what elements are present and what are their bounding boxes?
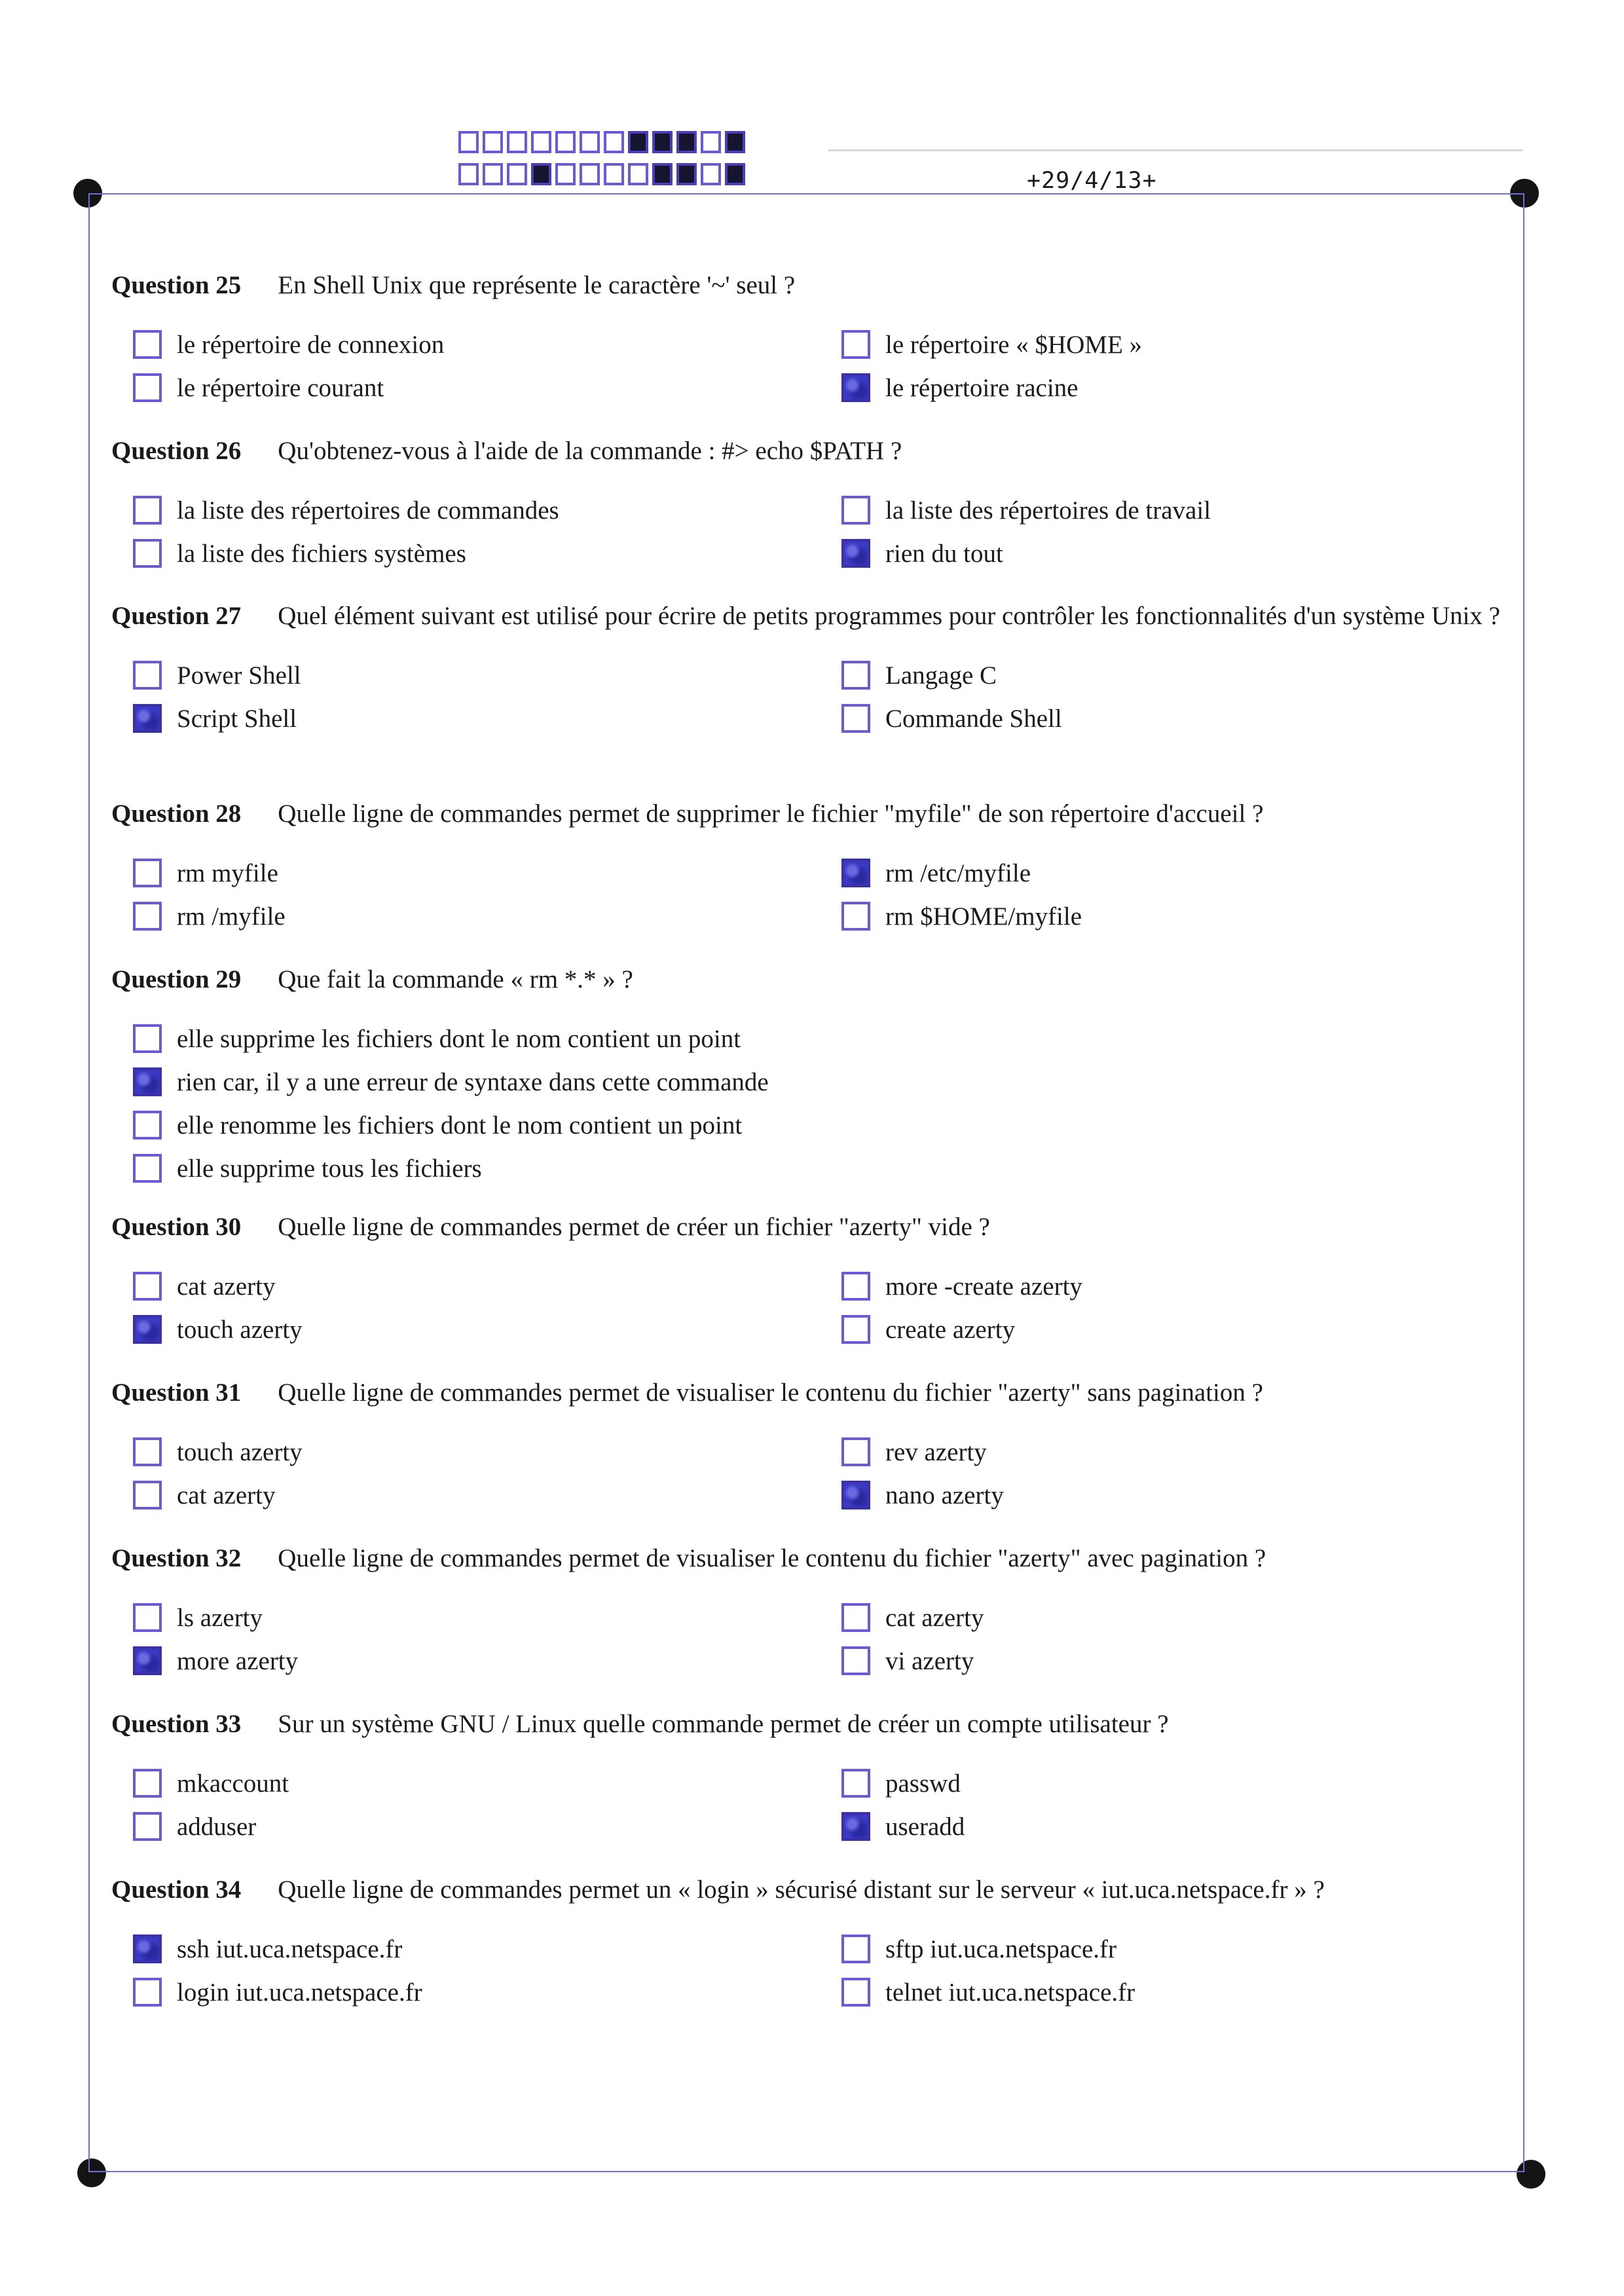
answer-list: [133, 1434, 1503, 1513]
code-cell: [701, 131, 721, 153]
answer-option[interactable]: [841, 1642, 1496, 1679]
code-cell: [483, 131, 503, 153]
answer-text: sftp iut.uca.netspace.fr: [885, 1935, 1117, 1963]
answer-text: mkaccount: [177, 1769, 289, 1798]
code-cell: [555, 131, 576, 153]
code-cell: [507, 131, 527, 153]
answer-option[interactable]: [133, 855, 841, 891]
answer-option[interactable]: [841, 1808, 1496, 1845]
answer-option[interactable]: [133, 1107, 1181, 1143]
checkbox-checked[interactable]: [133, 1646, 162, 1675]
answer-text: cat azerty: [885, 1603, 984, 1632]
question-label: Question 32: [111, 1544, 242, 1572]
answer-option[interactable]: [841, 657, 1496, 694]
question-line: [111, 1873, 1503, 1907]
page-id: +29/4/13+: [1027, 168, 1157, 194]
question-label: Question 27: [111, 602, 242, 630]
answer-option[interactable]: [841, 1268, 1496, 1305]
answer-option[interactable]: [133, 326, 841, 363]
checkbox[interactable]: [841, 902, 870, 931]
question-text: Quelle ligne de commandes permet de visualiser le contenu du fichier "azerty" avec pagination ?: [278, 1544, 1266, 1572]
answer-option[interactable]: [841, 1974, 1496, 2010]
answer-option[interactable]: [133, 700, 841, 737]
answer-text: rien car, il y a une erreur de syntaxe dans cette commande: [177, 1067, 769, 1096]
question-label: Question 31: [111, 1379, 242, 1407]
code-cell: [604, 163, 624, 185]
question-text: Quelle ligne de commandes permet un « login » sécurisé distant sur le serveur « iut.uca.netspace.fr » ?: [278, 1876, 1325, 1904]
answer-text: cat azerty: [177, 1481, 276, 1509]
answer-text: Commande Shell: [885, 704, 1062, 733]
answer-option[interactable]: [841, 1311, 1496, 1348]
answer-list: [133, 1020, 1503, 1187]
question-text: Quel élément suivant est utilisé pour écrire de petits programmes pour contrôler les fonctionnalités d'un système Unix ?: [278, 602, 1500, 630]
checkbox[interactable]: [133, 1603, 162, 1632]
checkbox[interactable]: [133, 1154, 162, 1183]
checkbox-checked[interactable]: [133, 1067, 162, 1096]
checkbox-checked[interactable]: [841, 859, 870, 887]
answer-list: [133, 1599, 1503, 1679]
question-line: [111, 797, 1503, 831]
answer-text: rm $HOME/myfile: [885, 902, 1082, 931]
code-cell: [507, 163, 527, 185]
answer-text: le répertoire courant: [177, 373, 384, 402]
checkbox[interactable]: [841, 1769, 870, 1798]
code-cell: [725, 163, 745, 185]
checkbox[interactable]: [133, 496, 162, 525]
question-label: Question 29: [111, 965, 242, 993]
answer-text: ls azerty: [177, 1603, 263, 1632]
answer-option[interactable]: [841, 535, 1496, 572]
checkbox[interactable]: [133, 1812, 162, 1841]
question-label: Question 28: [111, 800, 242, 828]
code-cell: [604, 131, 624, 153]
answer-option[interactable]: [841, 700, 1496, 737]
binary-code-row: [458, 163, 749, 185]
answer-text: cat azerty: [177, 1272, 276, 1301]
code-cell: [676, 163, 697, 185]
answer-option[interactable]: [133, 535, 841, 572]
answer-text: touch azerty: [177, 1437, 303, 1466]
question-line: [111, 434, 1503, 468]
answer-list: [133, 326, 1503, 406]
question-line: [111, 599, 1503, 633]
answer-option[interactable]: [133, 1020, 1181, 1057]
checkbox[interactable]: [841, 1603, 870, 1632]
question-block: [111, 1873, 1503, 2010]
code-cell: [531, 163, 551, 185]
answer-text: rev azerty: [885, 1437, 987, 1466]
answer-text: more -create azerty: [885, 1272, 1082, 1301]
question-line: [111, 1376, 1503, 1410]
question-line: [111, 1707, 1503, 1741]
answer-list: [133, 855, 1503, 935]
question-text: Quelle ligne de commandes permet de créer un fichier "azerty" vide ?: [278, 1213, 990, 1241]
answer-option[interactable]: [841, 1765, 1496, 1802]
answer-option[interactable]: [841, 855, 1496, 891]
answer-option[interactable]: [133, 1642, 841, 1679]
answer-text: Power Shell: [177, 661, 301, 690]
answer-option[interactable]: [133, 369, 841, 406]
question-label: Question 26: [111, 437, 242, 465]
answer-option[interactable]: [841, 1477, 1496, 1513]
answer-option[interactable]: [133, 1599, 841, 1636]
answer-text: login iut.uca.netspace.fr: [177, 1978, 422, 2007]
checkbox-checked[interactable]: [133, 1315, 162, 1344]
answer-text: ssh iut.uca.netspace.fr: [177, 1935, 403, 1963]
code-cell: [580, 163, 600, 185]
answer-text: nano azerty: [885, 1481, 1004, 1509]
answer-text: rm myfile: [177, 859, 278, 887]
answer-text: elle renomme les fichiers dont le nom contient un point: [177, 1111, 743, 1139]
code-cell: [652, 131, 673, 153]
question-label: Question 30: [111, 1213, 242, 1241]
code-cell: [628, 131, 648, 153]
answer-option[interactable]: [133, 1477, 841, 1513]
answer-text: le répertoire de connexion: [177, 330, 445, 359]
checkbox[interactable]: [841, 1315, 870, 1344]
code-cell: [580, 131, 600, 153]
question-block: [111, 268, 1503, 406]
question-text: En Shell Unix que représente le caractère '~' seul ?: [278, 271, 796, 299]
answer-option[interactable]: [133, 1765, 841, 1802]
code-cell: [676, 131, 697, 153]
checkbox[interactable]: [133, 1437, 162, 1466]
answer-option[interactable]: [133, 1931, 841, 1967]
checkbox[interactable]: [133, 859, 162, 887]
answer-option[interactable]: [133, 657, 841, 694]
answer-text: le répertoire « $HOME »: [885, 330, 1143, 359]
answer-option[interactable]: [133, 1268, 841, 1305]
question-text: Sur un système GNU / Linux quelle commande permet de créer un compte utilisateur ?: [278, 1710, 1169, 1738]
code-cell: [628, 163, 648, 185]
answer-text: passwd: [885, 1769, 961, 1798]
answer-list: [133, 492, 1503, 572]
answer-text: rm /etc/myfile: [885, 859, 1031, 887]
answer-option[interactable]: [841, 1931, 1496, 1967]
question-text: Qu'obtenez-vous à l'aide de la commande : #> echo $PATH ?: [278, 437, 902, 465]
answer-option[interactable]: [841, 898, 1496, 935]
checkbox-checked[interactable]: [841, 373, 870, 402]
answer-text: telnet iut.uca.netspace.fr: [885, 1978, 1135, 2007]
question-block: [111, 1376, 1503, 1513]
question-block: [111, 1707, 1503, 1845]
question-block: [111, 963, 1503, 1187]
answer-list: [133, 1765, 1503, 1845]
question-label: Question 25: [111, 271, 242, 299]
code-cell: [555, 163, 576, 185]
answer-text: elle supprime tous les fichiers: [177, 1154, 482, 1183]
code-cell: [652, 163, 673, 185]
question-block: [111, 599, 1503, 737]
answer-option[interactable]: [133, 1311, 841, 1348]
answer-option[interactable]: [133, 492, 841, 528]
answer-text: Langage C: [885, 661, 997, 690]
question-text: Quelle ligne de commandes permet de supprimer le fichier "myfile" de son répertoire d'accueil ?: [278, 800, 1264, 828]
checkbox[interactable]: [133, 1978, 162, 2007]
answer-option[interactable]: [841, 492, 1496, 528]
answer-option[interactable]: [841, 1599, 1496, 1636]
checkbox[interactable]: [133, 1769, 162, 1798]
checkbox[interactable]: [133, 902, 162, 931]
checkbox[interactable]: [133, 1481, 162, 1509]
question-text: Quelle ligne de commandes permet de visualiser le contenu du fichier "azerty" sans pagination ?: [278, 1379, 1263, 1407]
answer-list: [133, 1931, 1503, 2010]
checkbox[interactable]: [841, 330, 870, 359]
answer-text: useradd: [885, 1812, 965, 1841]
answer-text: la liste des répertoires de commandes: [177, 496, 559, 525]
checkbox[interactable]: [841, 1935, 870, 1963]
answer-option[interactable]: [133, 1434, 841, 1470]
answer-list: [133, 1268, 1503, 1348]
answer-option[interactable]: [133, 1974, 841, 2010]
checkbox[interactable]: [133, 1272, 162, 1301]
question-label: Question 34: [111, 1876, 242, 1904]
header-divider: [828, 149, 1522, 151]
question-line: [111, 1210, 1503, 1244]
question-line: [111, 1542, 1503, 1576]
checkbox[interactable]: [133, 330, 162, 359]
checkbox-checked[interactable]: [133, 1935, 162, 1963]
checkbox[interactable]: [841, 661, 870, 690]
checkbox-checked[interactable]: [133, 704, 162, 733]
code-cell: [701, 163, 721, 185]
code-cell: [458, 131, 479, 153]
question-block: [111, 1542, 1503, 1679]
binary-code-row: [458, 131, 749, 153]
answer-text: Script Shell: [177, 704, 297, 733]
code-cell: [458, 163, 479, 185]
checkbox-checked[interactable]: [841, 1812, 870, 1841]
checkbox[interactable]: [133, 661, 162, 690]
answer-text: rm /myfile: [177, 902, 286, 931]
answer-option[interactable]: [841, 369, 1496, 406]
answer-option[interactable]: [133, 898, 841, 935]
answer-option[interactable]: [133, 1150, 1181, 1187]
checkbox[interactable]: [841, 1272, 870, 1301]
checkbox[interactable]: [841, 1437, 870, 1466]
checkbox-checked[interactable]: [841, 1481, 870, 1509]
answer-text: elle supprime les fichiers dont le nom contient un point: [177, 1024, 741, 1053]
answer-text: touch azerty: [177, 1315, 303, 1344]
answer-text: more azerty: [177, 1646, 299, 1675]
answer-option[interactable]: [133, 1808, 841, 1845]
code-cell: [483, 163, 503, 185]
checkbox[interactable]: [841, 704, 870, 733]
answer-text: le répertoire racine: [885, 373, 1079, 402]
answer-text: la liste des fichiers systèmes: [177, 539, 466, 568]
answer-text: rien du tout: [885, 539, 1003, 568]
checkbox[interactable]: [841, 1646, 870, 1675]
checkbox[interactable]: [841, 1978, 870, 2007]
answer-list: [133, 657, 1503, 737]
answer-text: adduser: [177, 1812, 257, 1841]
question-text: Que fait la commande « rm *.* » ?: [278, 965, 633, 993]
answer-text: create azerty: [885, 1315, 1016, 1344]
question-block: [111, 1210, 1503, 1348]
question-label: Question 33: [111, 1710, 242, 1738]
question-line: [111, 963, 1503, 997]
checkbox-checked[interactable]: [841, 539, 870, 568]
code-cell: [725, 131, 745, 153]
checkbox[interactable]: [133, 1024, 162, 1053]
checkbox[interactable]: [133, 373, 162, 402]
question-line: [111, 268, 1503, 303]
answer-text: la liste des répertoires de travail: [885, 496, 1211, 525]
answer-option[interactable]: [133, 1064, 1181, 1100]
answer-option[interactable]: [841, 326, 1496, 363]
question-block: [111, 434, 1503, 572]
question-block: [111, 797, 1503, 935]
checkbox[interactable]: [133, 539, 162, 568]
code-cell: [531, 131, 551, 153]
answer-text: vi azerty: [885, 1646, 974, 1675]
checkbox[interactable]: [841, 496, 870, 525]
checkbox[interactable]: [133, 1111, 162, 1139]
answer-option[interactable]: [841, 1434, 1496, 1470]
